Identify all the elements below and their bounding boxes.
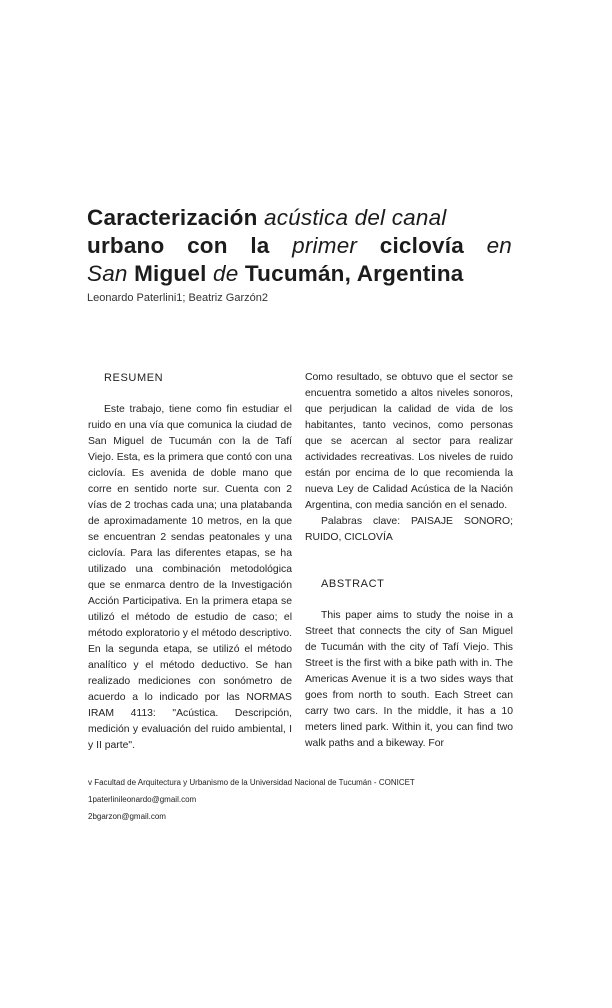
- left-column: [88, 370, 292, 754]
- title-bold-segment: Miguel: [134, 261, 207, 286]
- title-bold-segment: ciclovía: [379, 233, 464, 258]
- title-bold-segment: Tucumán, Argentina: [244, 261, 464, 286]
- title-bold-segment: la: [250, 233, 270, 258]
- title-italic-segment: en: [486, 233, 512, 258]
- title-bold-segment: urbano: [87, 233, 165, 258]
- title-line-1: [87, 204, 527, 232]
- right-column: [305, 370, 513, 752]
- footnote-affiliation: v Facultad de Arquitectura y Urbanismo de la Universidad Nacional de Tucumán - CONICET: [88, 778, 415, 787]
- footnote-email-2: 2bgarzon@gmail.com: [88, 812, 166, 821]
- title-bold-segment: Caracterización: [87, 205, 258, 230]
- spacer: [305, 546, 513, 562]
- title-italic-segment: acústica del canal: [264, 205, 447, 230]
- author-list: Leonardo Paterlini1; Beatriz Garzón2: [87, 292, 268, 304]
- resumen-body: Este trabajo, tiene como fin estudiar el ruido en una vía que comunica la ciudad de San Miguel de Tucumán con la de Tafí Viejo. Esta, es la primera que contó con una ciclovía. Es avenida de doble mano que corre en sentido norte sur. Cuenta con 2 vías de 2 trochas cada una; una platabanda de aproximadamente 10 metros, en la que se encuentran 2 sendas peatonales y una ciclovía. Para las diferentes etapas, se ha utilizado una combinación metodológica que se enmarca dentro de la Investigación Acción Participativa. En la primera etapa se utilizó el método de estudio de caso; el método exploratorio y el método descriptivo. En la segunda etapa, se utilizó el método analítico y el método deductivo. Se han realizado mediciones con sonómetro de acuerdo a lo indicado por las NORMAS IRAM 4113: "Acústica. Descripción, medición y evaluación del ruido ambiental, I y II parte".: [88, 404, 292, 751]
- abstract-heading: ABSTRACT: [321, 578, 385, 590]
- title-line-3: [87, 260, 527, 288]
- title-line-2: [87, 232, 512, 260]
- footnotes: [88, 774, 528, 825]
- title-italic-segment: de: [213, 261, 239, 286]
- abstract-body: This paper aims to study the noise in a Street that connects the city of San Miguel de Tucumán with the city of Tafí Viejo. This Street is the first with a bike path with in. The Americas Avenue it is a two sides ways that goes from north to south. Each Street can carry two cars. In the middle, it has a 10 meters lined park. Within it, you can find two walk paths and a bikeway. For: [305, 610, 513, 749]
- resumen-heading: RESUMEN: [104, 372, 164, 384]
- title-italic-segment: San: [87, 261, 128, 286]
- footnote-email-1: 1paterlinileonardo@gmail.com: [88, 795, 197, 804]
- keywords: Palabras clave: PAISAJE SONORO; RUIDO, CICLOVÍA: [305, 516, 513, 543]
- resumen-body-continued: Como resultado, se obtuvo que el sector se encuentra sometido a altos niveles sonoros, que perjudican la calidad de vida de los habitantes, tanto vecinos, como personas que se acercan al sector para realizar actividades recreativas. Los niveles de ruido están por encima de lo que recomienda la nueva Ley de Calidad Acústica de la Nación Argentina, con media sanción en el senado.: [305, 372, 513, 511]
- title-italic-segment: primer: [292, 233, 358, 258]
- title-bold-segment: con: [187, 233, 228, 258]
- article-title: [87, 204, 527, 288]
